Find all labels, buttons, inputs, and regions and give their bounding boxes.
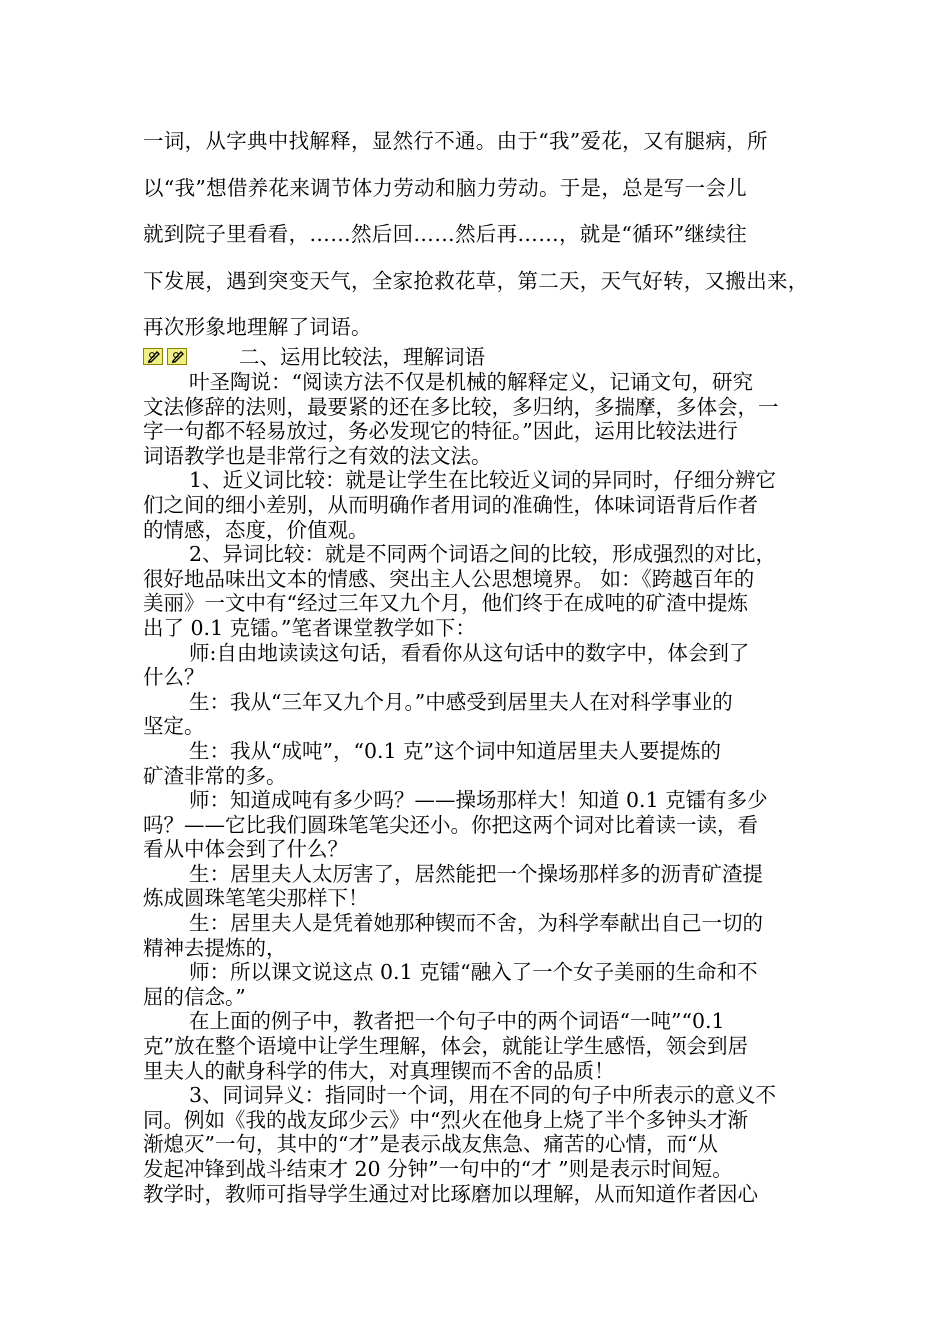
text-line: 看从中体会到了什么？ (143, 837, 348, 862)
section-heading (143, 343, 813, 371)
heading-text: 二、运用比较法，理解词语 (239, 345, 485, 369)
text-line: 2、异词比较：就是不同两个词语之间的比较，形成强烈的对比， (189, 542, 777, 567)
text-line: 生：我从“三年又九个月。”中感受到居里夫人在对科学事业的 (189, 689, 733, 714)
text-line: 精神去提炼的， (143, 935, 287, 960)
pencil-icon (143, 348, 163, 365)
pencil-icon (167, 348, 187, 365)
top-paragraph (143, 118, 813, 351)
text-line: 师：知道成吨有多少吗？——操场那样大！知道 0.1 克镭有多少 (189, 788, 768, 813)
text-line: 出了 0.1 克镭。”笔者课堂教学如下： (143, 615, 476, 640)
text-line: 生：居里夫人太厉害了，居然能把一个操场那样多的沥青矿渣提 (189, 861, 763, 886)
text-line: 字一句都不轻易放过，务必发现它的特征。”因此，运用比较法进行 (143, 419, 738, 444)
text-line: 文法修辞的法则，最要紧的还在多比较，多归纳，多揣摩，多体会，一 (143, 394, 779, 419)
text-line: 词语教学也是非常行之有效的法文法。 (143, 443, 492, 468)
text-line: 一词，从字典中找解释，显然行不通。由于“我”爱花，又有腿病，所 (143, 129, 768, 153)
text-line: 矿渣非常的多。 (143, 763, 287, 788)
heading-icons (143, 348, 189, 366)
text-line: 的情感，态度，价值观。 (143, 517, 369, 542)
text-line: 很好地品味出文本的情感、突出主人公思想境界。 如：《跨越百年的 (143, 566, 755, 591)
text-line: 发起冲锋到战斗结束才 20 分钟”一句中的“才 ”则是表示时间短。 (143, 1157, 733, 1181)
text-line: 师：所以课文说这点 0.1 克镭“融入了一个女子美丽的生命和不 (189, 960, 758, 985)
text-line: 美丽》一文中有“经过三年又九个月，他们终于在成吨的矿渣中提炼 (143, 591, 748, 616)
text-line: 师:自由地读读这句话，看看你从这句话中的数字中，体会到了 (189, 640, 750, 665)
text-line: 吗？——它比我们圆珠笔笔尖还小。你把这两个词对比着读一读，看 (143, 812, 758, 837)
text-line: 什么？ (143, 665, 205, 690)
text-line: 下发展，遇到突变天气，全家抢救花草，第二天，天气好转，又搬出来， (143, 268, 809, 293)
text-line: 在上面的例子中，教者把一个句子中的两个词语“一吨”“0.1 (189, 1009, 725, 1034)
text-line: 叶圣陶说：“阅读方法不仅是机械的解释定义，记诵文句，研究 (189, 370, 753, 394)
text-line: 渐熄灭”一句，其中的“才”是表示战友焦急、痛苦的心情，而“从 (143, 1132, 718, 1157)
text-line: 同。例如《我的战友邱少云》中“烈火在他身上烧了半个多钟头才渐 (143, 1107, 748, 1132)
text-line: 3、同词异义：指同时一个词，用在不同的句子中所表示的意义不 (189, 1083, 777, 1108)
text-line: 克”放在整个语境中让学生理解，体会，就能让学生感悟，领会到居 (143, 1034, 748, 1059)
text-line: 就到院子里看看，……然后回……然后再……，就是“循环”继续往 (143, 222, 747, 246)
text-line: 1、近义词比较：就是让学生在比较近义词的异同时，仔细分辨它 (189, 468, 777, 493)
text-line: 教学时，教师可指导学生通过对比琢磨加以理解，从而知道作者因心 (143, 1181, 758, 1206)
text-line: 里夫人的献身科学的伟大，对真理锲而不舍的品质！ (143, 1058, 615, 1083)
text-line: 再次形象地理解了词语。 (143, 315, 372, 339)
text-line: 炼成圆珠笔笔尖那样下！ (143, 886, 369, 911)
body-paragraphs (143, 370, 823, 1206)
text-line: 们之间的细小差别，从而明确作者用词的准确性，体味词语背后作者 (143, 492, 758, 517)
text-line: 屈的信念。” (143, 984, 246, 1009)
text-line: 生：我从“成吨”，“0.1 克”这个词中知道居里夫人要提炼的 (189, 738, 722, 763)
text-line: 以“我”想借养花来调节体力劳动和脑力劳动。于是，总是写一会儿 (143, 175, 747, 200)
text-line: 生：居里夫人是凭着她那种锲而不舍，为科学奉献出自己一切的 (189, 911, 763, 936)
text-line: 坚定。 (143, 714, 205, 739)
